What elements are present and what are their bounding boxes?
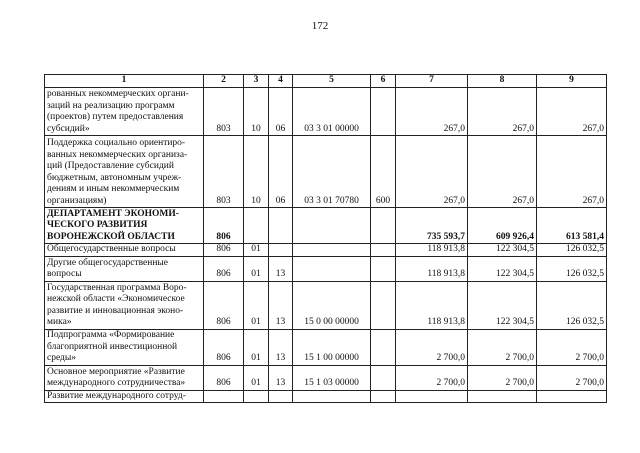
cell-section: 01 bbox=[244, 244, 269, 257]
table-row bbox=[45, 329, 607, 365]
row-name: Основное мероприятие «Развитие международного сотрудничества» bbox=[45, 365, 204, 390]
cell-target: 15 1 00 00000 bbox=[293, 329, 371, 365]
table-row bbox=[45, 256, 607, 281]
cell-amount: 126 032,5 bbox=[537, 244, 607, 257]
cell-subsection bbox=[269, 208, 293, 244]
cell-expense-type bbox=[371, 244, 396, 257]
table-row bbox=[45, 281, 607, 329]
cell-amount: 267,0 bbox=[537, 136, 607, 208]
cell-amount: 735 593,7 bbox=[396, 208, 468, 244]
cell-subsection bbox=[269, 244, 293, 257]
cell-target bbox=[293, 208, 371, 244]
cell-expense-type bbox=[371, 281, 396, 329]
cell-subsection: 13 bbox=[269, 281, 293, 329]
col-header: 1 bbox=[45, 75, 204, 88]
table-row bbox=[45, 136, 607, 208]
cell-section bbox=[244, 390, 269, 403]
cell-section: 10 bbox=[244, 136, 269, 208]
row-name: Подпрограмма «Формирование благоприятной инвестиционной среды» bbox=[45, 329, 204, 365]
cell-section: 01 bbox=[244, 281, 269, 329]
cell-target: 03 3 01 70780 bbox=[293, 136, 371, 208]
cell-subsection: 13 bbox=[269, 365, 293, 390]
cell-section: 01 bbox=[244, 256, 269, 281]
cell-subsection: 13 bbox=[269, 329, 293, 365]
cell-code: 806 bbox=[204, 365, 244, 390]
budget-table bbox=[44, 74, 607, 403]
cell-code bbox=[204, 390, 244, 403]
cell-amount bbox=[537, 390, 607, 403]
row-name: рованных некоммерческих органи- заций на реализацию программ (проектов) путем предоставления субсидий» bbox=[45, 88, 204, 136]
row-name: Другие общегосударственные вопросы bbox=[45, 256, 204, 281]
cell-target: 15 1 03 00000 bbox=[293, 365, 371, 390]
col-header: 9 bbox=[537, 75, 607, 88]
cell-amount: 267,0 bbox=[396, 136, 468, 208]
cell-section: 01 bbox=[244, 329, 269, 365]
row-name: ДЕПАРТАМЕНТ ЭКОНОМИ- ЧЕСКОГО РАЗВИТИЯ ВОРОНЕЖСКОЙ ОБЛАСТИ bbox=[45, 208, 204, 244]
cell-amount: 118 913,8 bbox=[396, 244, 468, 257]
cell-target: 15 0 00 00000 bbox=[293, 281, 371, 329]
row-name: Поддержка социально ориентиро- ванных некоммерческих организа- ций (Предоставление субсидий бюджетным, автономным учреж- дениям и иным некоммерческим организациям) bbox=[45, 136, 204, 208]
cell-amount: 609 926,4 bbox=[468, 208, 537, 244]
cell-amount: 267,0 bbox=[468, 88, 537, 136]
cell-code: 806 bbox=[204, 329, 244, 365]
cell-code: 806 bbox=[204, 208, 244, 244]
cell-section bbox=[244, 208, 269, 244]
cell-amount: 2 700,0 bbox=[396, 329, 468, 365]
cell-amount: 2 700,0 bbox=[468, 365, 537, 390]
cell-amount: 267,0 bbox=[396, 88, 468, 136]
cell-amount bbox=[396, 390, 468, 403]
cell-subsection bbox=[269, 390, 293, 403]
cell-target bbox=[293, 256, 371, 281]
cell-section: 10 bbox=[244, 88, 269, 136]
col-header: 7 bbox=[396, 75, 468, 88]
cell-amount: 118 913,8 bbox=[396, 256, 468, 281]
col-header: 3 bbox=[244, 75, 269, 88]
cell-target bbox=[293, 244, 371, 257]
col-header: 8 bbox=[468, 75, 537, 88]
cell-code: 806 bbox=[204, 256, 244, 281]
cell-code: 803 bbox=[204, 88, 244, 136]
row-name: Развитие международного сотруд- bbox=[45, 390, 204, 403]
cell-code: 803 bbox=[204, 136, 244, 208]
table-row bbox=[45, 208, 607, 244]
cell-amount: 2 700,0 bbox=[396, 365, 468, 390]
cell-amount: 2 700,0 bbox=[468, 329, 537, 365]
cell-target: 03 3 01 00000 bbox=[293, 88, 371, 136]
cell-amount bbox=[468, 390, 537, 403]
cell-expense-type bbox=[371, 390, 396, 403]
cell-amount: 267,0 bbox=[468, 136, 537, 208]
cell-amount: 122 304,5 bbox=[468, 244, 537, 257]
header-row bbox=[45, 75, 607, 88]
cell-expense-type bbox=[371, 88, 396, 136]
cell-code: 806 bbox=[204, 281, 244, 329]
cell-expense-type bbox=[371, 365, 396, 390]
cell-expense-type bbox=[371, 208, 396, 244]
cell-expense-type bbox=[371, 256, 396, 281]
cell-subsection: 06 bbox=[269, 136, 293, 208]
cell-expense-type: 600 bbox=[371, 136, 396, 208]
cell-subsection: 13 bbox=[269, 256, 293, 281]
cell-amount: 122 304,5 bbox=[468, 281, 537, 329]
cell-amount: 122 304,5 bbox=[468, 256, 537, 281]
row-name: Государственная программа Воро- нежской области «Экономическое развитие и инновационная эконо- мика» bbox=[45, 281, 204, 329]
col-header: 2 bbox=[204, 75, 244, 88]
cell-code: 806 bbox=[204, 244, 244, 257]
cell-section: 01 bbox=[244, 365, 269, 390]
cell-amount: 118 913,8 bbox=[396, 281, 468, 329]
cell-expense-type bbox=[371, 329, 396, 365]
cell-amount: 2 700,0 bbox=[537, 365, 607, 390]
cell-target bbox=[293, 390, 371, 403]
table-row bbox=[45, 88, 607, 136]
table-row bbox=[45, 365, 607, 390]
cell-amount: 2 700,0 bbox=[537, 329, 607, 365]
page-number: 172 bbox=[311, 20, 329, 32]
cell-amount: 126 032,5 bbox=[537, 281, 607, 329]
cell-amount: 267,0 bbox=[537, 88, 607, 136]
cell-amount: 126 032,5 bbox=[537, 256, 607, 281]
col-header: 6 bbox=[371, 75, 396, 88]
col-header: 5 bbox=[293, 75, 371, 88]
table-row bbox=[45, 244, 607, 257]
cell-subsection: 06 bbox=[269, 88, 293, 136]
table-row bbox=[45, 390, 607, 403]
row-name: Общегосударственные вопросы bbox=[45, 244, 204, 257]
cell-amount: 613 581,4 bbox=[537, 208, 607, 244]
col-header: 4 bbox=[269, 75, 293, 88]
